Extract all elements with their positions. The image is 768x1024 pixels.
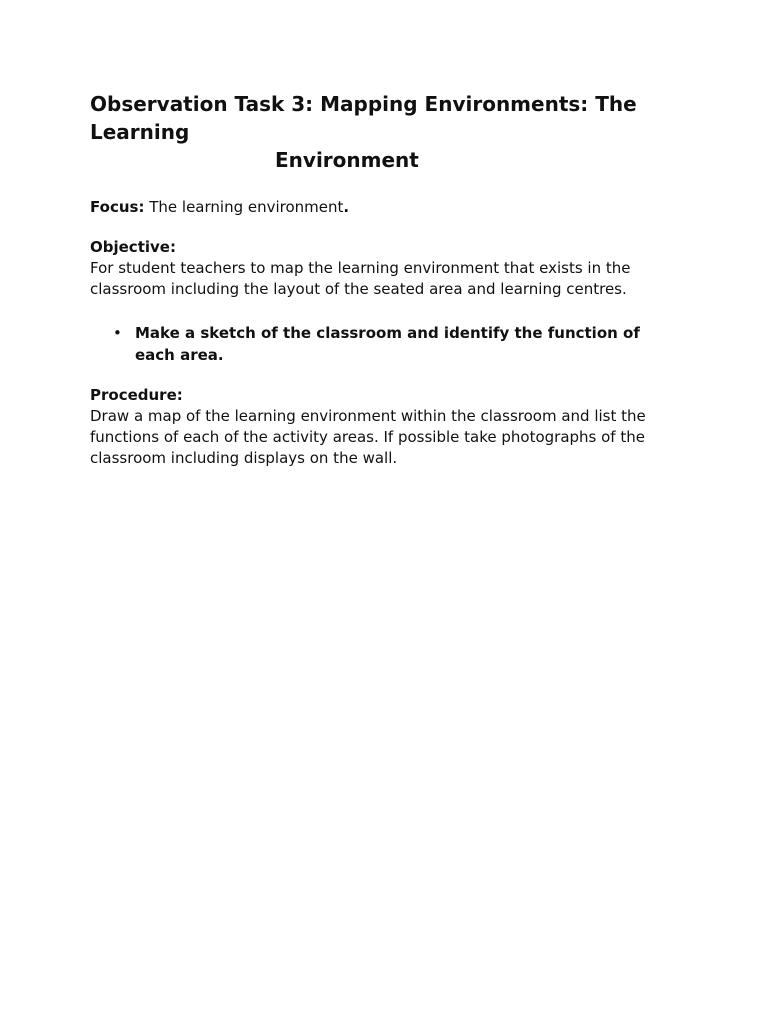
objective-label: Objective: <box>90 238 176 256</box>
title-line-2: Environment <box>275 148 419 172</box>
focus-label: Focus: <box>90 198 145 216</box>
focus-period: . <box>343 198 350 216</box>
list-item <box>113 322 680 366</box>
procedure-label: Procedure: <box>90 386 183 404</box>
page-title <box>90 90 650 146</box>
procedure-section <box>90 385 680 469</box>
bullet-text: Make a sketch of the classroom and identify the function of each area. <box>135 324 640 364</box>
focus-row <box>90 197 680 218</box>
title-line-1: Observation Task 3: Mapping Environments: The Learning <box>90 92 637 144</box>
procedure-text: Draw a map of the learning environment within the classroom and list the functions of each of the activity areas. If possible take photographs of the classroom including displays on the wall. <box>90 407 646 467</box>
objective-section <box>90 237 680 300</box>
document-page <box>90 90 680 469</box>
focus-text: The learning environment <box>149 198 344 216</box>
bullet-icon: • <box>113 324 122 342</box>
objective-text: For student teachers to map the learning environment that exists in the classroom including the layout of the seated area and learning centres. <box>90 259 631 298</box>
task-bullet-list <box>90 322 680 366</box>
